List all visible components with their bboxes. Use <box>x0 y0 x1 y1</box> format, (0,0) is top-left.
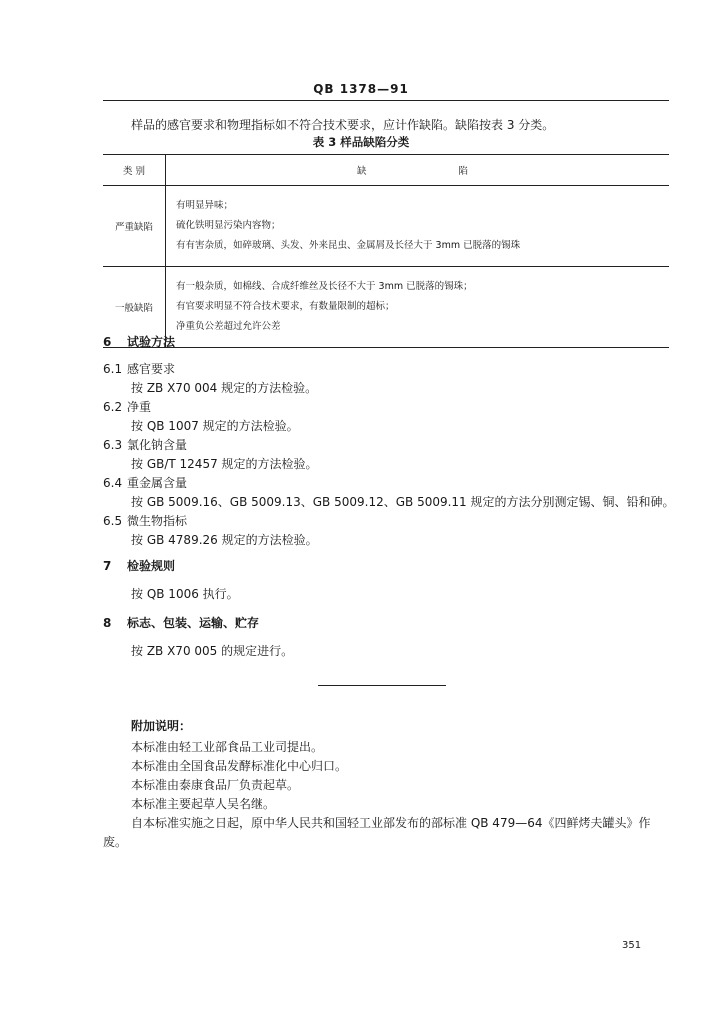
category-cell: 严重缺陷 <box>103 186 166 267</box>
defect-header-char-a: 缺 <box>357 166 367 177</box>
subsection-body: 按 ZB X70 004 规定的方法检验。 <box>131 381 318 395</box>
category-column-header: 类 别 <box>103 155 166 186</box>
defect-item: 硫化铁明显污染内容物； <box>176 220 281 231</box>
subsection-heading: 6.3 氯化钠含量 <box>103 438 188 452</box>
document-code-header: QB 1378—91 <box>313 82 409 96</box>
notes-title: 附加说明： <box>131 719 192 733</box>
intro-paragraph: 样品的感官要求和物理指标如不符合技术要求，应计作缺陷。缺陷按表 3 分类。 <box>131 118 555 132</box>
page-number: 351 <box>622 940 642 951</box>
note-line: 本标准主要起草人吴名继。 <box>131 797 276 811</box>
note-line: 本标准由轻工业部食品工业司提出。 <box>131 740 324 754</box>
table-row-serious <box>103 186 669 267</box>
category-cell: 一般缺陷 <box>103 267 166 348</box>
defect-column-header <box>166 155 670 186</box>
subsection-heading: 6.1 感官要求 <box>103 362 176 376</box>
section-heading: 8 标志、包装、运输、贮存 <box>103 616 260 630</box>
subsection-body: 按 GB/T 12457 规定的方法检验。 <box>131 457 318 471</box>
defect-items-cell <box>166 186 670 267</box>
defect-item: 有一般杂质，如棉线、合成纤维丝及长径不大于 3mm 已脱落的锡珠； <box>176 281 473 292</box>
separator-rule <box>318 685 446 686</box>
subsection-body: 按 GB 5009.16、GB 5009.13、GB 5009.12、GB 5009.11 规定的方法分别测定锡、铜、铅和砷。 <box>131 495 675 509</box>
defect-header-char-b: 陷 <box>458 166 468 177</box>
subsection-body: 按 GB 4789.26 规定的方法检验。 <box>131 533 318 547</box>
header-rule <box>103 100 669 101</box>
defect-item: 有官要求明显不符合技术要求，有数量限制的超标； <box>176 301 395 312</box>
defect-item: 净重负公差超过允许公差 <box>176 321 281 332</box>
table-row-general <box>103 267 669 348</box>
note-line: 本标准由泰康食品厂负责起草。 <box>131 778 300 792</box>
section-body: 按 ZB X70 005 的规定进行。 <box>131 644 294 658</box>
defect-item: 有有害杂质，如碎玻璃、头发、外来昆虫、金属屑及长径大于 3mm 已脱落的锡珠 <box>176 240 521 251</box>
subsection-body: 按 QB 1007 规定的方法检验。 <box>131 419 299 433</box>
table-caption: 表 3 样品缺陷分类 <box>312 135 410 149</box>
section-body: 按 QB 1006 执行。 <box>131 587 239 601</box>
subsection-heading: 6.2 净重 <box>103 400 152 414</box>
subsection-heading: 6.4 重金属含量 <box>103 476 188 490</box>
note-line-continuation: 废。 <box>103 835 128 849</box>
subsection-heading: 6.5 微生物指标 <box>103 514 188 528</box>
defect-item: 有明显异味； <box>176 200 234 211</box>
note-line: 本标准由全国食品发酵标准化中心归口。 <box>131 759 348 773</box>
section-heading: 7 检验规则 <box>103 559 176 573</box>
note-line: 自本标准实施之日起，原中华人民共和国轻工业部发布的部标准 QB 479—64《四鲜烤夫罐头》作 <box>131 816 651 830</box>
table-header-row <box>103 155 669 186</box>
defect-classification-table <box>103 154 669 348</box>
defect-items-cell <box>166 267 670 348</box>
section-heading: 6 试验方法 <box>103 335 176 349</box>
